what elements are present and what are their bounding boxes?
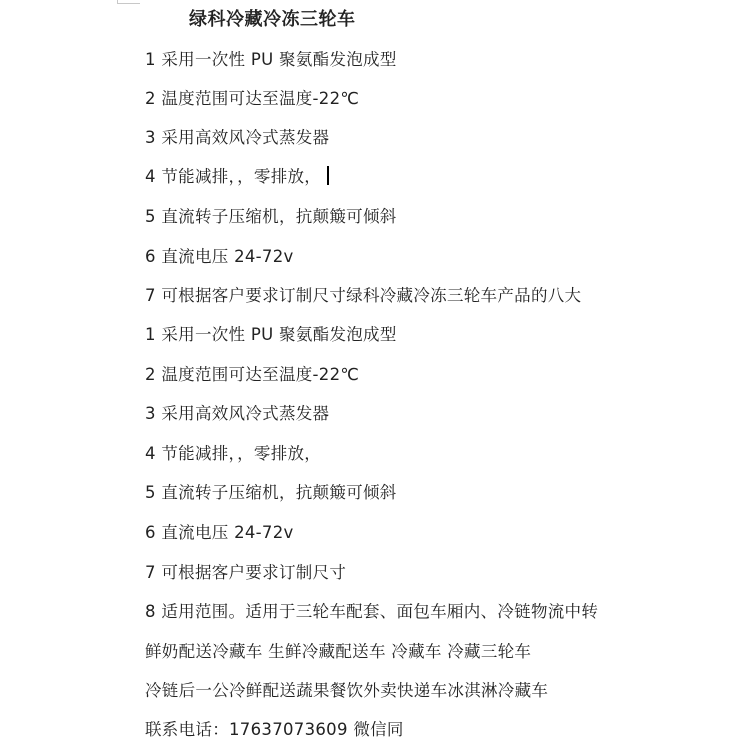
text-line: 1 采用一次性 PU 聚氨酯发泡成型 <box>145 50 397 69</box>
contact-line: 联系电话：17637073609 微信同 <box>145 720 404 739</box>
text-line: 7 可根据客户要求订制尺寸绿科冷藏冷冻三轮车产品的八大 <box>145 286 582 305</box>
text-line: 鲜奶配送冷藏车 生鲜冷藏配送车 冷藏车 冷藏三轮车 <box>145 642 532 661</box>
text-line: 8 适用范围。适用于三轮车配套、面包车厢内、冷链物流中转 <box>145 602 599 621</box>
page-corner-mark <box>117 0 140 4</box>
text-line: 6 直流电压 24-72v <box>145 247 294 266</box>
text-line: 1 采用一次性 PU 聚氨酯发泡成型 <box>145 325 397 344</box>
text-line: 3 采用高效风冷式蒸发器 <box>145 128 330 147</box>
text-line: 7 可根据客户要求订制尺寸 <box>145 563 347 582</box>
text-line: 4 节能减排，，零排放， <box>145 165 329 189</box>
text-cursor <box>327 166 329 185</box>
text-line: 2 温度范围可达至温度-22℃ <box>145 365 360 384</box>
text-line: 3 采用高效风冷式蒸发器 <box>145 404 330 423</box>
text-line: 冷链后一公冷鲜配送蔬果餐饮外卖快递车冰淇淋冷藏车 <box>145 681 549 700</box>
text-line: 6 直流电压 24-72v <box>145 523 294 542</box>
text-line: 5 直流转子压缩机，抗颠簸可倾斜 <box>145 207 397 226</box>
text-line: 5 直流转子压缩机，抗颠簸可倾斜 <box>145 483 397 502</box>
document-title: 绿科冷藏冷冻三轮车 <box>189 9 356 30</box>
text-line: 4 节能减排，，零排放， <box>145 444 322 463</box>
text-line: 2 温度范围可达至温度-22℃ <box>145 89 360 108</box>
